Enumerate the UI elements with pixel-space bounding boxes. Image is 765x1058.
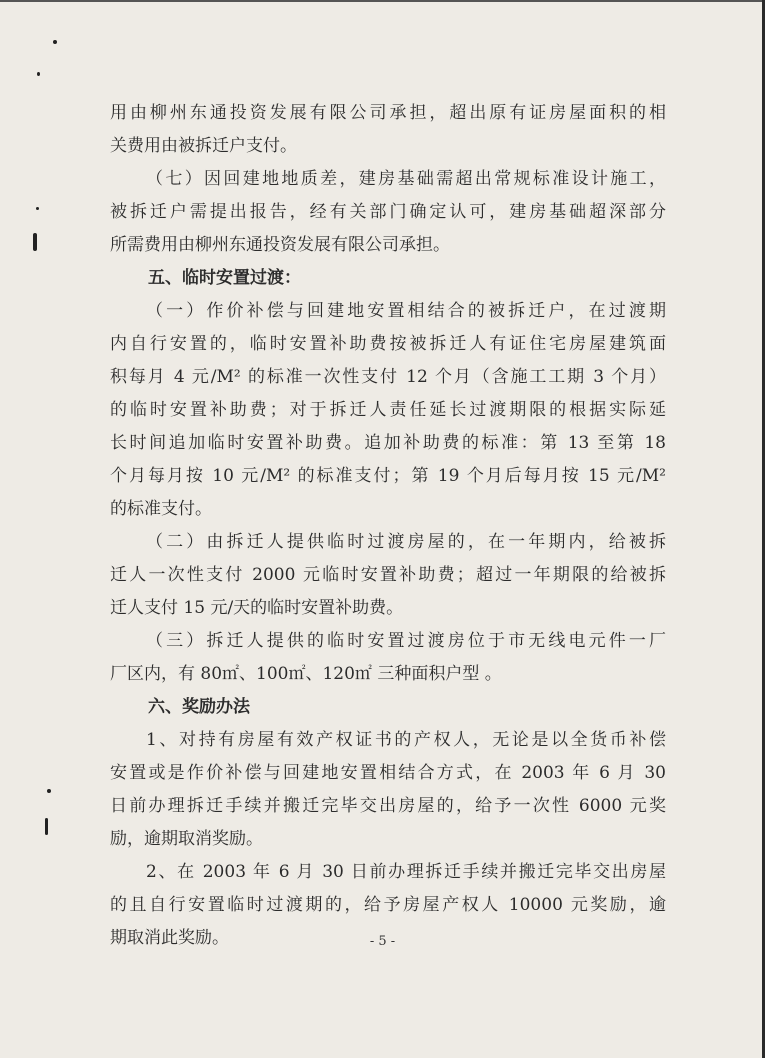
scan-speck (37, 72, 40, 76)
text-line: 厂区内，有 80㎡、100㎡、120㎡ 三种面积户型 。 (110, 664, 502, 684)
page-number: - 5 - (369, 934, 396, 949)
text-line: （七）因回建地地质差，建房基础需超出常规标准设计施工， (146, 169, 666, 189)
text-line: 长时间追加临时安置补助费。追加补助费的标准：第 13 至第 18 (110, 433, 666, 453)
text-line: 积每月 4 元/M² 的标准一次性支付 12 个月（含施工工期 3 个月） (110, 367, 666, 387)
text-line: 的且自行安置临时过渡期的，给予房屋产权人 10000 元奖励，逾 (110, 895, 666, 915)
text-line: 期取消此奖励。 (110, 928, 229, 948)
text-line: 个月每月按 10 元/M² 的标准支付；第 19 个月后每月按 15 元/M² (110, 466, 666, 486)
section-heading: 六、奖励办法 (148, 697, 250, 717)
scan-speck (53, 40, 57, 44)
scan-speck (33, 233, 37, 251)
text-line: （二）由拆迁人提供临时过渡房屋的，在一年期内，给被拆 (146, 532, 666, 552)
scan-speck (36, 207, 39, 210)
text-line: 的临时安置补助费；对于拆迁人责任延长过渡期限的根据实际延 (110, 400, 666, 420)
text-line: 迁人支付 15 元/天的临时安置补助费。 (110, 598, 404, 618)
text-line: 迁人一次性支付 2000 元临时安置补助费；超过一年期限的给被拆 (110, 565, 666, 585)
text-line: 内自行安置的，临时安置补助费按被拆迁人有证住宅房屋建筑面 (110, 334, 666, 354)
scan-speck (45, 818, 48, 835)
text-line: （一）作价补偿与回建地安置相结合的被拆迁户，在过渡期 (146, 301, 666, 321)
scan-speck (47, 789, 51, 793)
text-line: 用由柳州东通投资发展有限公司承担，超出原有证房屋面积的相 (110, 103, 666, 123)
text-line: 2、在 2003 年 6 月 30 日前办理拆迁手续并搬迁完毕交出房屋 (146, 862, 666, 882)
text-line: （三）拆迁人提供的临时安置过渡房位于市无线电元件一厂 (146, 631, 666, 651)
section-heading: 五、临时安置过渡： (148, 268, 301, 288)
text-line: 被拆迁户需提出报告，经有关部门确定认可，建房基础超深部分 (110, 202, 666, 222)
text-line: 1、对持有房屋有效产权证书的产权人，无论是以全货币补偿 (146, 730, 666, 750)
scan-edge-top (0, 0, 765, 2)
text-line: 安置或是作价补偿与回建地安置相结合方式，在 2003 年 6 月 30 (110, 763, 666, 783)
text-line: 的标准支付。 (110, 499, 212, 519)
text-line: 日前办理拆迁手续并搬迁完毕交出房屋的，给予一次性 6000 元奖 (110, 796, 666, 816)
text-line: 所需费用由柳州东通投资发展有限公司承担。 (110, 235, 450, 255)
text-line: 励，逾期取消奖励。 (110, 829, 263, 849)
text-line: 关费用由被拆迁户支付。 (110, 136, 297, 156)
document-body (110, 97, 666, 955)
